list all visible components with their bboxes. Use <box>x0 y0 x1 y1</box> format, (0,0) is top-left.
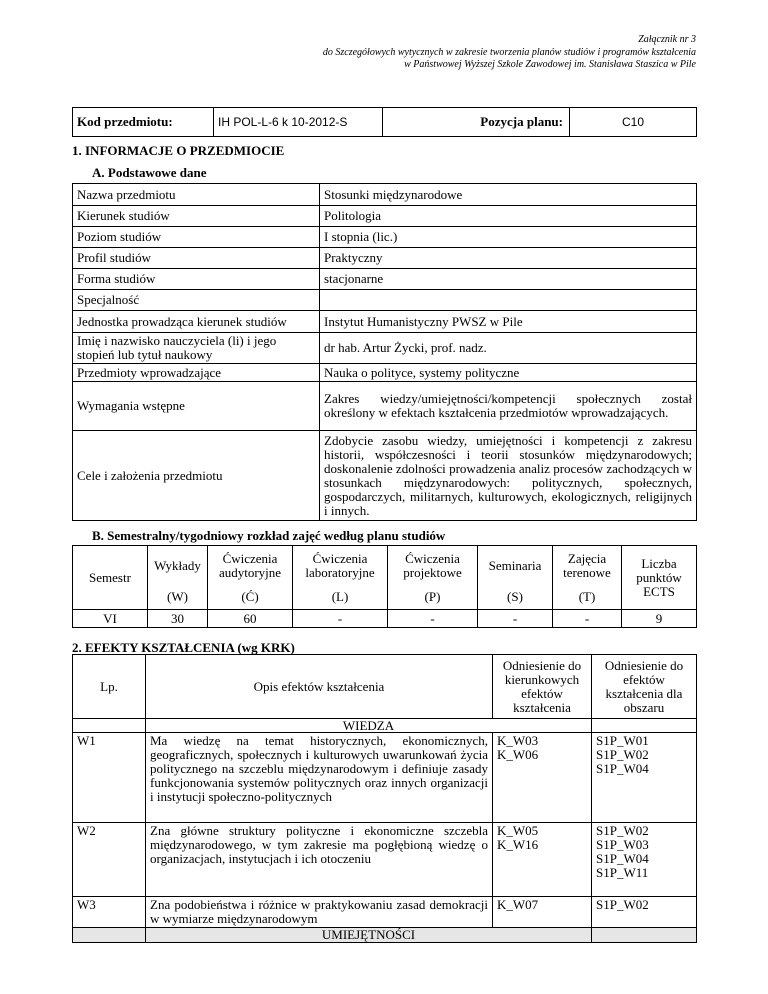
row-label: Cele i założenia przedmiotu <box>73 431 320 521</box>
row-value: Stosunki międzynarodowe <box>320 184 697 206</box>
document-header <box>323 34 696 72</box>
row-value: Zakres wiedzy/umiejętności/kompetencji społecznych został określony w efektach kształcenia przedmiotów wprowadzających. <box>320 382 697 431</box>
row-label: Wymagania wstępne <box>73 382 320 431</box>
dir-header: Odniesienie do kierunkowych efektów kształcenia <box>493 655 592 719</box>
lp-header: Lp. <box>73 655 146 719</box>
position-value: C10 <box>570 108 697 137</box>
hours-value: - <box>478 610 553 628</box>
row-label: Forma studiów <box>73 269 320 290</box>
skills-label: UMIEJĘTNOŚCI <box>146 928 592 943</box>
row-value: Zdobycie zasobu wiedzy, umiejętności i kompetencji z zakresu historii, współczesności i teorii stosunków międzynarodowych; doskonalenie zdolności prowadzenia analiz procesów zachodzących w stosunkach międzynarodowych: politycznych, społecznych, gospodarczych, militarnych, kulturowych, ekologicznych, religijnych i innych. <box>320 431 697 521</box>
row-value: Praktyczny <box>320 248 697 269</box>
row-label: Kierunek studiów <box>73 206 320 227</box>
section-2-title: 2. EFEKTY KSZTAŁCENIA (wg KRK) <box>72 640 295 655</box>
basic-data-table <box>72 183 697 521</box>
section-a-title: A. Podstawowe dane <box>92 165 207 180</box>
row-label: Specjalność <box>73 290 320 311</box>
col-abbr: (W) <box>148 586 208 610</box>
col-abbr: (Ć) <box>208 586 293 610</box>
hours-value: - <box>293 610 388 628</box>
header-line-2: do Szczegółowych wytycznych w zakresie tworzenia planów studiów i programów kształcenia <box>322 46 696 58</box>
subject-code-table <box>72 107 697 137</box>
outcome-id: W3 <box>73 897 146 928</box>
outcome-desc: Zna główne struktury polityczne i ekonomiczne szczebla międzynarodowego, w tym zakresie ma pogłębioną wiedzę o organizacjach, instytucjach i ich otoczeniu <box>146 823 493 897</box>
outcome-desc: Ma wiedzę na temat historycznych, ekonomicznych, geograficznych, społecznych i kulturowych uwarunkowań życia politycznego na szczeblu międzynarodowym i definiuje zasady funkcjonowania systemów politycznych oraz innych organizacji i instytucji społeczno-politycznych <box>146 733 493 823</box>
header-line-3: w Państwowej Wyższej Szkole Zawodowej im. Stanisława Staszica w Pile <box>404 59 696 70</box>
hours-value: - <box>388 610 478 628</box>
hours-value: - <box>553 610 622 628</box>
row-value: I stopnia (lic.) <box>320 227 697 248</box>
learning-outcomes-table <box>72 654 697 943</box>
col-name: Ćwiczenia projektowe <box>388 546 478 586</box>
outcome-id: W1 <box>73 733 146 823</box>
outcome-area: S1P_W02 S1P_W03 S1P_W04 S1P_W11 <box>592 823 697 897</box>
hours-value: 30 <box>148 610 208 628</box>
desc-header: Opis efektów kształcenia <box>146 655 493 719</box>
row-label: Profil studiów <box>73 248 320 269</box>
row-value: dr hab. Artur Życki, prof. nadz. <box>320 333 697 364</box>
col-abbr: (P) <box>388 586 478 610</box>
code-value: IH POL-L-6 k 10-2012-S <box>214 108 383 137</box>
ects-header: Liczba punktów ECTS <box>622 546 697 610</box>
row-label: Nazwa przedmiotu <box>73 184 320 206</box>
row-value <box>320 290 697 311</box>
col-name: Ćwiczenia laboratoryjne <box>293 546 388 586</box>
outcome-area: S1P_W02 <box>592 897 697 928</box>
row-label: Przedmioty wprowadzające <box>73 364 320 382</box>
row-value: Nauka o polityce, systemy polityczne <box>320 364 697 382</box>
row-label: Poziom studiów <box>73 227 320 248</box>
outcome-dir: K_W03 K_W06 <box>493 733 592 823</box>
section-1-title: 1. INFORMACJE O PRZEDMIOCIE <box>72 143 285 158</box>
semester-value: VI <box>73 610 148 628</box>
outcome-dir: K_W05 K_W16 <box>493 823 592 897</box>
outcome-desc: Zna podobieństwa i różnice w praktykowaniu zasad demokracji w wymiarze międzynarodowym <box>146 897 493 928</box>
hours-value: 60 <box>208 610 293 628</box>
col-abbr: (T) <box>553 586 622 610</box>
outcome-id: W2 <box>73 823 146 897</box>
ects-value: 9 <box>622 610 697 628</box>
position-label: Pozycja planu: <box>383 108 570 137</box>
area-header: Odniesienie do efektów kształcenia dla obszaru <box>592 655 697 719</box>
col-abbr: (L) <box>293 586 388 610</box>
col-name: Zajęcia terenowe <box>553 546 622 586</box>
col-abbr: (S) <box>478 586 553 610</box>
knowledge-label: WIEDZA <box>146 719 592 733</box>
col-name: Seminaria <box>478 546 553 586</box>
row-value: Instytut Humanistyczny PWSZ w Pile <box>320 311 697 333</box>
row-value: Politologia <box>320 206 697 227</box>
col-name: Ćwiczenia audytoryjne <box>208 546 293 586</box>
semester-header: Semestr <box>73 546 148 610</box>
outcome-dir: K_W07 <box>493 897 592 928</box>
header-line-1: Załącznik nr 3 <box>638 34 696 45</box>
outcome-area: S1P_W01 S1P_W02 S1P_W04 <box>592 733 697 823</box>
col-name: Wykłady <box>148 546 208 586</box>
row-value: stacjonarne <box>320 269 697 290</box>
row-label: Imię i nazwisko nauczyciela (li) i jego stopień lub tytuł naukowy <box>73 333 320 364</box>
row-label: Jednostka prowadząca kierunek studiów <box>73 311 320 333</box>
code-label: Kod przedmiotu: <box>73 108 214 137</box>
section-b-title: B. Semestralny/tygodniowy rozkład zajęć według planu studiów <box>92 528 446 543</box>
schedule-table <box>72 545 697 628</box>
